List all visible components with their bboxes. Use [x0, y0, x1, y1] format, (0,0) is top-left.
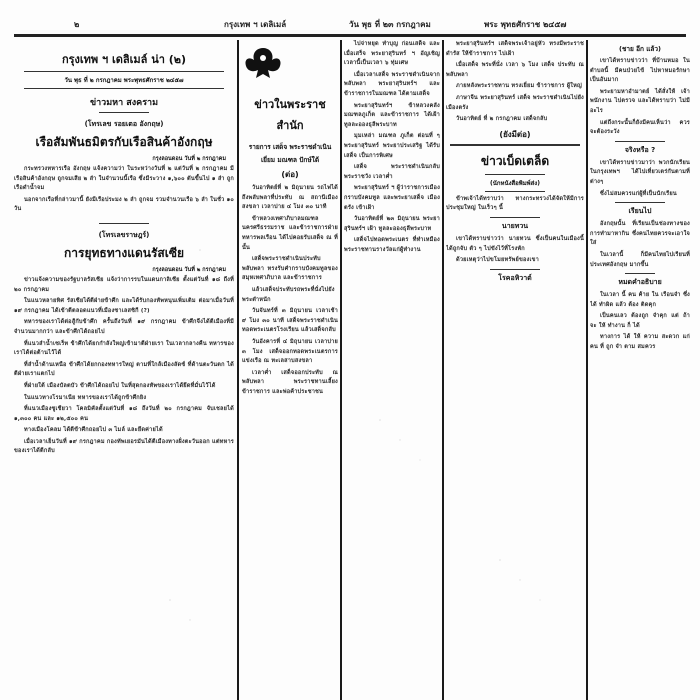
byline: รายการ เสด็จ พระราชดำเนิน [248, 143, 332, 151]
divider [24, 88, 224, 89]
column-divider [340, 40, 342, 700]
paragraph: เสด็จพระราชดำเนินประทับพลับพลา ทรงรับคำกราบบังคมทูลของสมุหเทศาภิบาล และข้าราชการ [242, 256, 338, 282]
paragraph: มุมเหล่า มณฑล ภูเก็ต ต่อนที่ ๆ พระยาสุรินทร์ พระยาประเสริฐ ได้รับเสด็จ เป็นการพิเศษ [344, 133, 440, 159]
divider [625, 273, 655, 274]
column-royal-court [242, 40, 338, 700]
divider [99, 223, 149, 224]
headline: เรือสัมพันธมิตรกับเรือสินค้าอังกฤษ [35, 135, 213, 149]
garuda-emblem-icon [242, 46, 284, 84]
paragraph: เขาได้ทราบข่าวว่า นายทวน ซึ่งเป็นคนในเมืองนี้ ได้ถูกจับ ตัว ๆ ไปขังไว้ที่โรงพัก [446, 235, 584, 252]
paragraph: ที่แนวเมืองซูเชียวา โคลมิคัลตั้งแต่วันที่ ๑๘ ถึงวันที่ ๒๐ กรกฎาคม จับเชลยได้ ๑,๓๐๐ คน และ ๑๒,๕๐๐ คน [14, 406, 234, 422]
paragraph: ในแนวทางโรมาเนีย ทหารของเราได้ถูกข้าศึกยิง [24, 394, 147, 401]
paragraph: เป็นคนเลว ต้องถูก จำคุก แต่ ถ้า จะ ให้ ทำงาน ก็ ได้ [590, 313, 690, 329]
divider [485, 174, 545, 175]
paragraph: ภาษาจีน พระยาสุรินทร์ เสด็จ พระราชดำเนินไปยัง เมืองตรัง [446, 94, 584, 111]
divider [490, 217, 540, 218]
paragraph: พระยาสุรินทร์ ฯ ผู้ว่าราชการเมือง กราบบังคมทูล และพระยาเสด็จ เมืองตรัง เข้าเฝ้า [344, 185, 440, 211]
paragraph: ด้วยเหตุว่าไปขโมยทรัพย์ของเขา [456, 257, 539, 264]
issue-date: วัน พุธ ที่ ๒๓ กรกฎาคม [349, 20, 431, 29]
divider [24, 71, 224, 72]
paragraph: ที่แนวลำน้ำเซเร็ท ข้าศึกได้ยกกำลังใหญ่เข้ามาตีฝ่ายเรา ในเวลากลางคืน ทหารของเราได้ต่อต้านไว้ได้ [14, 340, 234, 357]
subheading: จริงหรือ ? [624, 145, 656, 154]
masthead-rule [14, 34, 686, 37]
section-title: ข่าวในพระราช [254, 98, 326, 111]
subsection-label: (นักหนังสือพิมพ์ส่ง) [490, 179, 540, 187]
paragraph: เขาได้ทราบข่าวว่า ที่บ้านหมอ ในตำบลนี้ มีคนป่วยไข้ ไปหาหมอรักษา เป็นอันมาก [590, 58, 690, 84]
masthead [14, 18, 686, 32]
section-heading: ข่าวเบ็ดเตล็ด [480, 153, 550, 168]
paragraph: เสด็จไปทอดพระเนตร ที่ทำเหมือง พระราชทานรางวัลแก่ผู้ทำงาน [344, 237, 440, 253]
subheading: นายทวน [501, 221, 529, 230]
column-misc-news [446, 40, 584, 700]
paragraph: วันอาทิตย์ที่ ๒๓ มิถุนายน พระยาสุรินทร์ฯ เฝ้า ทูลละอองธุลีพระบาท [344, 216, 440, 232]
paragraph: ที่ฝ่ายใต้ เมืองบัลตบัว ข้าศึกได้ถอยไป ในที่สุดกองทัพของเราได้ยึดที่มั่นไว้ได้ [24, 382, 216, 389]
paragraph: ในแนวหลายทิศ รัสเซียได้ตีฝ่ายข้าศึก และได้รับกองทัพหนุนเพิ่มเติม ต่อมาเมื่อวันที่ ๑๙ กรกฎาคม ได้เข้าตีตลอดแนวที่เมืองซาเลสซิกี (?) [14, 298, 234, 314]
column-divider [442, 40, 444, 700]
column-commentary [590, 40, 690, 700]
buddhist-era: พระ พุทธศักราช ๒๔๕๗ [484, 20, 567, 29]
subheading: โรคอหิวาต์ [498, 273, 532, 282]
headline: การยุทธทางแดนรัสเซีย [64, 245, 184, 260]
source-label: (โทรเลขราษฎร์) [98, 230, 150, 239]
paragraph: ในเวลานี้ ก็มีคนไทยไปเรียนที่ประเทศอังกฤษ มากขึ้น [590, 251, 690, 268]
paragraph: พระยามหาอำมาตย์ ได้สั่งให้ เจ้าพนักงาน ไปตรวจ และได้ทราบว่า ไม่มีอะไร [590, 88, 690, 114]
paragraph: พระยาสุรินทร์ฯ เสด็จพระเจ้าอยู่หัว ทรงมีพระราชดำรัส ให้ข้าราชการ ไปเฝ้า [446, 41, 584, 57]
paragraph: วันอังคารที่ ๔ มิถุนายน เวลาบ่าย ๓ โมง เสด็จออกทอดพระเนตรการแข่งเรือ ณ ทะเลสาบสงขลา [242, 338, 338, 365]
paragraph: แล้วเสด็จประทับรถพระที่นั่งไปยังพระตำหนัก [242, 286, 335, 303]
subheading: เรียนไป [628, 207, 652, 216]
paragraph: แต่ถึงกระนั้นก็ยังมีคนเห็นว่า ควรจะต้องระวัง [590, 119, 690, 136]
subheading: หมดคำอธิบาย [618, 278, 662, 287]
paragraph: เสด็จ พระราชดำเนินกลับ พระราชวัง เวลาค่ำ [344, 164, 440, 180]
column-war-news [14, 40, 234, 700]
dateline: กรุงลอนดอน วันที่ ๒ กรกฎาคม [152, 266, 226, 273]
byline: เยี่ยม มณฑล ปักษ์ใต้ [260, 156, 320, 164]
column-royal-court-continued [344, 40, 440, 700]
divider [450, 144, 580, 146]
paragraph: นอกจากเรือที่กล่าวมานี้ ยังมีเรือประมง ๒ ลำ ถูกจม รวมจำนวนเรือ ๖ ลำ ในชั่ว ๑๐ วัน [14, 196, 234, 213]
section-title: กรุงเทพ ฯ เดลิเมล์ น่า (๒) [61, 53, 187, 66]
paragraph: วันอาทิตย์ที่ ๒ มิถุนายน รถไฟได้ถึงพลับพลาที่ประทับ ณ สถานีเมืองสงขลา เวลาบ่าย ๔ โมง ๓๐ นาที [242, 185, 338, 211]
paragraph: วันจันทร์ที่ ๓ มิถุนายน เวลาเช้า ๙ โมง ๓๐ นาที เสด็จพระราชดำเนินทอดพระเนตรโรงเรียน แล้วเสด็จกลับ [242, 308, 338, 334]
paragraph: วันอาทิตย์ ที่ ๒ กรกฎาคม เสด็จกลับ [456, 116, 548, 123]
paragraph: พระยาสุรินทร์ฯ ข้าหลวงคลังมณฑลภูเก็ต และข้าราชการ ได้เฝ้าทูลละอองธุลีพระบาท [344, 102, 440, 128]
continued-label: (ต่อ) [281, 170, 299, 179]
paragraph: ทหารของเราได้ต่อสู้กับข้าศึก ครั้นถึงวันที่ ๑๙ กรกฎาคม ข้าศึกจึงได้ตีเมืองที่มีจำนวนมากกว่า และข้าศึกได้ถอยไป [14, 319, 234, 335]
paragraph: ทางการ ได้ ให้ ความ สะดวก แก่ คน ที่ ถูก จำ ตาม สมควร [590, 334, 690, 351]
paragraph: ที่ลำน้ำด้านเหนือ ข้าศึกได้ยกกองทหารใหญ่ ตามที่ใกล้เมืองลัดซ์ ที่ด้านตะวันตก ได้ตีฝ่ายเราแตกไป [14, 361, 234, 378]
source-label: (โทรเลข รอยเตอ อังกฤษ) [84, 120, 164, 128]
paragraph: ข้าหลวงเทศาภิบาลมณฑลนครศรีธรรมราช และข้าราชการฝ่ายทหารพลเรือน ได้ไปคอยรับเสด็จ ณ ที่นั้น [242, 215, 338, 251]
divider [99, 112, 149, 113]
paragraph: เวลาค่ำ เสด็จออกประทับ ณ พลับพลา พระราชทานเลี้ยงข้าราชการ และพ่อค้าประชาชน [242, 369, 338, 395]
paragraph: เขาได้ทราบข่าวมาว่า พวกนักเรียน ในกรุงเทพฯ ได้ไปเที่ยวเตร่กันตามที่ต่างๆ [590, 159, 690, 185]
paragraph: เมื่อเวลาเสด็จ พระราชดำเนินจากพลับพลา พระยาสุรินทร์ฯ และข้าราชการในมณฑล ได้ตามเสด็จ [344, 71, 440, 97]
divider [615, 202, 665, 203]
divider [485, 191, 545, 192]
publication-name: กรุงเทพ ฯ เดลิเมล์ [224, 20, 287, 29]
paragraph: เมื่อเวลาเย็นวันที่ ๑๙ กรกฎาคม กองทัพเยอรมันได้ตีเมืองทางฝั่งตะวันออก แต่ทหารของเราได้ตีกลับ [14, 438, 234, 455]
paragraph: ในเวลา นี้ คน ค้าย ใน เรือนจำ ซึ่ง ได้ ทำผิด แล้ว ต้อง ติดคุก [590, 292, 690, 308]
section-title: สำนัก [276, 119, 304, 132]
paragraph: ภายหลังพระราชทาน ทรงเยี่ยม ข้าราชการ ผู้ใหญ่ [456, 83, 582, 90]
paragraph: อังกฤษนั้น ที่เรียนเป็นช่องทางของ การทำมาหากิน ซึ่งคนไทยควรจะเอาใจใส่ [590, 221, 690, 247]
subheading: (ชาย อีก แล้ว) [619, 45, 661, 53]
page-number: ๒ [74, 20, 80, 29]
section-heading: ข่าวมหา สงคราม [89, 98, 159, 108]
paragraph: กระทรวงทหารเรือ อังกฤษ แจ้งความว่า ในระหว่างวันที่ ๒ แต่วันที่ ๒ กรกฎาคม มีเรือสินค้าอังกฤษ ถูกจมเสีย ๒ ลำ ในจำนวนนี้เรือ ซึ่งมีระวาง ๑,๖๐๐ ตันขึ้นไป ๑ ลำ ถูกเรือดำน้ำจม [14, 166, 234, 192]
date-line: วัน พุธ ที่ ๒ กรกฎาคม พระพุทธศักราช ๒๔๕๗ [64, 77, 184, 84]
divider [490, 269, 540, 270]
paragraph: ข่าวแจ้งความของรัฐบาลรัสเซีย แจ้งว่าการรบในแดนกาลิเซีย ตั้งแต่วันที่ ๑๘ ถึงที่ ๒๐ กรกฎาคม [14, 276, 234, 293]
dateline: กรุงลอนดอน วันที่ ๒ กรกฎาคม [152, 156, 226, 162]
paragraph: ทางเมืองโคลม ได้ตีข้าศึกถอยไป ๓ ไมล์ และยึดค่ายได้ [24, 427, 163, 434]
paragraph: เมื่อเสด็จ พระที่นั่ง เวลา ๖ โมง เสด็จ ประทับ ณ พลับพลา [446, 62, 584, 78]
paragraph: ซึ่งไม่สมควรแก่ผู้ที่เป็นนักเรียน [600, 190, 677, 197]
paragraph: ข้าพเจ้าได้ทราบว่า ทางกระทรวงได้จัดให้มีการประชุมใหญ่ ในเร็วๆ นี้ [446, 195, 584, 212]
divider [615, 141, 665, 142]
paragraph: ไปจ่าหยุด ทำบุญ ก่อนเสด็จ และเมื่อเสร็จ พระยาสุรินทร์ ฯ อัญเชิญ เวลานี้เป็นเวลา ๖ ทุ่มเศษ [344, 41, 440, 67]
column-divider [586, 40, 588, 700]
continued-label: (ยังมีต่อ) [499, 129, 531, 139]
column-divider [237, 40, 239, 700]
